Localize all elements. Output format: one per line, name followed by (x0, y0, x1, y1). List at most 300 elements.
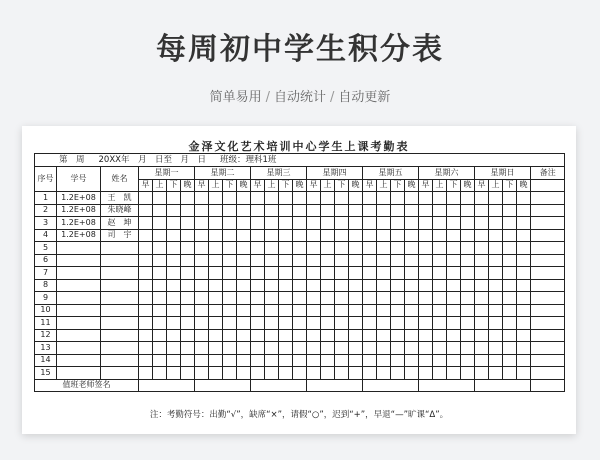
row-student-id[interactable] (57, 342, 101, 355)
attendance-cell[interactable] (461, 317, 475, 330)
attendance-cell[interactable] (447, 329, 461, 342)
attendance-cell[interactable] (279, 229, 293, 242)
attendance-cell[interactable] (363, 342, 377, 355)
attendance-cell[interactable] (307, 204, 321, 217)
attendance-cell[interactable] (447, 304, 461, 317)
attendance-cell[interactable] (139, 342, 153, 355)
attendance-cell[interactable] (363, 229, 377, 242)
attendance-cell[interactable] (223, 192, 237, 205)
attendance-cell[interactable] (167, 267, 181, 280)
attendance-cell[interactable] (503, 367, 517, 380)
attendance-cell[interactable] (377, 329, 391, 342)
attendance-cell[interactable] (531, 229, 565, 242)
attendance-cell[interactable] (405, 204, 419, 217)
attendance-cell[interactable] (489, 229, 503, 242)
attendance-cell[interactable] (153, 242, 167, 255)
attendance-cell[interactable] (139, 317, 153, 330)
attendance-cell[interactable] (181, 267, 195, 280)
attendance-cell[interactable] (139, 192, 153, 205)
attendance-cell[interactable] (349, 279, 363, 292)
attendance-cell[interactable] (279, 254, 293, 267)
attendance-cell[interactable] (489, 304, 503, 317)
attendance-cell[interactable] (321, 354, 335, 367)
attendance-cell[interactable] (223, 304, 237, 317)
attendance-cell[interactable] (153, 192, 167, 205)
attendance-cell[interactable] (489, 267, 503, 280)
attendance-cell[interactable] (503, 354, 517, 367)
attendance-cell[interactable] (279, 317, 293, 330)
attendance-cell[interactable] (377, 354, 391, 367)
attendance-cell[interactable] (335, 292, 349, 305)
attendance-cell[interactable] (181, 292, 195, 305)
attendance-cell[interactable] (447, 367, 461, 380)
attendance-cell[interactable] (209, 304, 223, 317)
attendance-cell[interactable] (503, 254, 517, 267)
attendance-cell[interactable] (363, 354, 377, 367)
attendance-cell[interactable] (447, 354, 461, 367)
attendance-cell[interactable] (209, 279, 223, 292)
attendance-cell[interactable] (279, 367, 293, 380)
attendance-cell[interactable] (279, 217, 293, 230)
attendance-cell[interactable] (153, 267, 167, 280)
attendance-cell[interactable] (321, 254, 335, 267)
attendance-cell[interactable] (167, 292, 181, 305)
attendance-cell[interactable] (181, 279, 195, 292)
attendance-cell[interactable] (433, 254, 447, 267)
attendance-cell[interactable] (153, 204, 167, 217)
attendance-cell[interactable] (461, 329, 475, 342)
attendance-cell[interactable] (447, 204, 461, 217)
attendance-cell[interactable] (391, 342, 405, 355)
attendance-cell[interactable] (209, 217, 223, 230)
attendance-cell[interactable] (307, 329, 321, 342)
attendance-cell[interactable] (363, 279, 377, 292)
attendance-cell[interactable] (321, 267, 335, 280)
attendance-cell[interactable] (461, 242, 475, 255)
attendance-cell[interactable] (139, 329, 153, 342)
attendance-cell[interactable] (139, 304, 153, 317)
attendance-cell[interactable] (279, 354, 293, 367)
attendance-cell[interactable] (517, 254, 531, 267)
attendance-cell[interactable] (419, 317, 433, 330)
attendance-cell[interactable] (503, 292, 517, 305)
attendance-cell[interactable] (293, 342, 307, 355)
row-name[interactable] (101, 242, 139, 255)
attendance-cell[interactable] (461, 254, 475, 267)
attendance-cell[interactable] (517, 354, 531, 367)
attendance-cell[interactable] (377, 279, 391, 292)
attendance-cell[interactable] (433, 304, 447, 317)
attendance-cell[interactable] (167, 254, 181, 267)
attendance-cell[interactable] (167, 317, 181, 330)
attendance-cell[interactable] (349, 242, 363, 255)
attendance-cell[interactable] (377, 317, 391, 330)
attendance-cell[interactable] (321, 292, 335, 305)
attendance-cell[interactable] (293, 204, 307, 217)
row-student-id[interactable] (57, 354, 101, 367)
row-name[interactable] (101, 342, 139, 355)
attendance-cell[interactable] (335, 192, 349, 205)
attendance-cell[interactable] (419, 267, 433, 280)
attendance-cell[interactable] (209, 229, 223, 242)
attendance-cell[interactable] (461, 354, 475, 367)
attendance-cell[interactable] (321, 279, 335, 292)
attendance-cell[interactable] (531, 329, 565, 342)
attendance-cell[interactable] (349, 217, 363, 230)
attendance-cell[interactable] (391, 329, 405, 342)
attendance-cell[interactable] (321, 192, 335, 205)
attendance-cell[interactable] (139, 217, 153, 230)
attendance-cell[interactable] (433, 267, 447, 280)
attendance-cell[interactable] (237, 242, 251, 255)
attendance-cell[interactable] (377, 267, 391, 280)
attendance-cell[interactable] (419, 242, 433, 255)
attendance-cell[interactable] (517, 329, 531, 342)
attendance-cell[interactable] (531, 317, 565, 330)
attendance-cell[interactable] (195, 317, 209, 330)
attendance-cell[interactable] (293, 217, 307, 230)
attendance-cell[interactable] (321, 304, 335, 317)
attendance-cell[interactable] (475, 317, 489, 330)
signature-cell[interactable] (195, 379, 251, 392)
attendance-cell[interactable] (237, 292, 251, 305)
attendance-cell[interactable] (363, 254, 377, 267)
attendance-cell[interactable] (321, 367, 335, 380)
attendance-cell[interactable] (293, 267, 307, 280)
attendance-cell[interactable] (139, 292, 153, 305)
attendance-cell[interactable] (223, 204, 237, 217)
attendance-cell[interactable] (153, 304, 167, 317)
attendance-cell[interactable] (265, 192, 279, 205)
attendance-cell[interactable] (153, 217, 167, 230)
attendance-cell[interactable] (209, 329, 223, 342)
attendance-cell[interactable] (391, 279, 405, 292)
attendance-cell[interactable] (489, 192, 503, 205)
attendance-cell[interactable] (405, 329, 419, 342)
attendance-cell[interactable] (265, 279, 279, 292)
attendance-cell[interactable] (321, 242, 335, 255)
signature-cell[interactable] (139, 379, 195, 392)
attendance-cell[interactable] (489, 342, 503, 355)
attendance-cell[interactable] (419, 204, 433, 217)
attendance-cell[interactable] (209, 292, 223, 305)
attendance-cell[interactable] (447, 254, 461, 267)
attendance-cell[interactable] (391, 354, 405, 367)
row-student-id[interactable]: 1.2E+08 (57, 217, 101, 230)
attendance-cell[interactable] (223, 217, 237, 230)
attendance-cell[interactable] (349, 292, 363, 305)
attendance-cell[interactable] (167, 329, 181, 342)
attendance-cell[interactable] (167, 354, 181, 367)
attendance-cell[interactable] (139, 279, 153, 292)
attendance-cell[interactable] (237, 279, 251, 292)
attendance-cell[interactable] (405, 192, 419, 205)
attendance-cell[interactable] (153, 254, 167, 267)
attendance-cell[interactable] (391, 267, 405, 280)
attendance-cell[interactable] (377, 204, 391, 217)
attendance-cell[interactable] (139, 267, 153, 280)
attendance-cell[interactable] (181, 354, 195, 367)
attendance-cell[interactable] (153, 367, 167, 380)
attendance-cell[interactable] (531, 304, 565, 317)
attendance-cell[interactable] (461, 217, 475, 230)
attendance-cell[interactable] (321, 317, 335, 330)
attendance-cell[interactable] (195, 192, 209, 205)
attendance-cell[interactable] (461, 304, 475, 317)
attendance-cell[interactable] (433, 329, 447, 342)
attendance-cell[interactable] (419, 254, 433, 267)
attendance-cell[interactable] (153, 229, 167, 242)
attendance-cell[interactable] (293, 304, 307, 317)
attendance-cell[interactable] (531, 254, 565, 267)
attendance-cell[interactable] (517, 204, 531, 217)
row-name[interactable]: 王 凯 (101, 192, 139, 205)
attendance-cell[interactable] (447, 267, 461, 280)
attendance-cell[interactable] (503, 279, 517, 292)
attendance-cell[interactable] (405, 217, 419, 230)
attendance-cell[interactable] (349, 267, 363, 280)
attendance-cell[interactable] (489, 254, 503, 267)
attendance-cell[interactable] (181, 304, 195, 317)
attendance-cell[interactable] (377, 304, 391, 317)
attendance-cell[interactable] (251, 354, 265, 367)
attendance-cell[interactable] (405, 354, 419, 367)
attendance-cell[interactable] (265, 292, 279, 305)
attendance-cell[interactable] (335, 204, 349, 217)
attendance-cell[interactable] (209, 204, 223, 217)
attendance-cell[interactable] (307, 292, 321, 305)
attendance-cell[interactable] (223, 354, 237, 367)
row-name[interactable] (101, 367, 139, 380)
attendance-cell[interactable] (363, 217, 377, 230)
attendance-cell[interactable] (377, 342, 391, 355)
attendance-cell[interactable] (167, 217, 181, 230)
attendance-cell[interactable] (349, 317, 363, 330)
attendance-cell[interactable] (405, 267, 419, 280)
attendance-cell[interactable] (279, 329, 293, 342)
attendance-cell[interactable] (237, 317, 251, 330)
attendance-cell[interactable] (517, 192, 531, 205)
attendance-cell[interactable] (293, 254, 307, 267)
attendance-cell[interactable] (363, 242, 377, 255)
attendance-cell[interactable] (377, 292, 391, 305)
row-name[interactable] (101, 279, 139, 292)
attendance-cell[interactable] (335, 279, 349, 292)
attendance-cell[interactable] (391, 367, 405, 380)
attendance-cell[interactable] (167, 192, 181, 205)
attendance-cell[interactable] (307, 267, 321, 280)
attendance-cell[interactable] (503, 217, 517, 230)
attendance-cell[interactable] (475, 192, 489, 205)
attendance-cell[interactable] (363, 267, 377, 280)
attendance-cell[interactable] (419, 329, 433, 342)
attendance-cell[interactable] (489, 329, 503, 342)
attendance-cell[interactable] (209, 254, 223, 267)
attendance-cell[interactable] (265, 229, 279, 242)
attendance-cell[interactable] (251, 217, 265, 230)
attendance-cell[interactable] (251, 254, 265, 267)
attendance-cell[interactable] (167, 279, 181, 292)
attendance-cell[interactable] (391, 304, 405, 317)
attendance-cell[interactable] (307, 254, 321, 267)
attendance-cell[interactable] (139, 367, 153, 380)
attendance-cell[interactable] (153, 292, 167, 305)
attendance-cell[interactable] (293, 279, 307, 292)
attendance-cell[interactable] (489, 217, 503, 230)
attendance-cell[interactable] (195, 329, 209, 342)
attendance-cell[interactable] (503, 242, 517, 255)
attendance-cell[interactable] (265, 329, 279, 342)
attendance-cell[interactable] (251, 242, 265, 255)
attendance-cell[interactable] (265, 242, 279, 255)
attendance-cell[interactable] (391, 317, 405, 330)
attendance-cell[interactable] (391, 254, 405, 267)
attendance-cell[interactable] (517, 279, 531, 292)
attendance-cell[interactable] (475, 279, 489, 292)
row-name[interactable]: 朱晓峰 (101, 204, 139, 217)
attendance-cell[interactable] (419, 279, 433, 292)
attendance-cell[interactable] (293, 354, 307, 367)
attendance-cell[interactable] (265, 367, 279, 380)
attendance-cell[interactable] (517, 217, 531, 230)
attendance-cell[interactable] (419, 342, 433, 355)
attendance-cell[interactable] (363, 304, 377, 317)
attendance-cell[interactable] (517, 229, 531, 242)
attendance-cell[interactable] (391, 204, 405, 217)
attendance-cell[interactable] (293, 229, 307, 242)
attendance-cell[interactable] (405, 317, 419, 330)
attendance-cell[interactable] (307, 342, 321, 355)
attendance-cell[interactable] (405, 367, 419, 380)
attendance-cell[interactable] (531, 279, 565, 292)
attendance-cell[interactable] (279, 192, 293, 205)
attendance-cell[interactable] (349, 304, 363, 317)
attendance-cell[interactable] (531, 217, 565, 230)
attendance-cell[interactable] (531, 354, 565, 367)
attendance-cell[interactable] (461, 367, 475, 380)
attendance-cell[interactable] (139, 354, 153, 367)
attendance-cell[interactable] (433, 217, 447, 230)
attendance-cell[interactable] (475, 217, 489, 230)
attendance-cell[interactable] (349, 354, 363, 367)
attendance-cell[interactable] (237, 267, 251, 280)
attendance-cell[interactable] (307, 192, 321, 205)
attendance-cell[interactable] (489, 279, 503, 292)
attendance-cell[interactable] (405, 292, 419, 305)
attendance-cell[interactable] (265, 267, 279, 280)
attendance-cell[interactable] (293, 242, 307, 255)
attendance-cell[interactable] (433, 342, 447, 355)
attendance-cell[interactable] (195, 204, 209, 217)
row-name[interactable] (101, 329, 139, 342)
attendance-cell[interactable] (153, 354, 167, 367)
attendance-cell[interactable] (223, 279, 237, 292)
attendance-cell[interactable] (167, 367, 181, 380)
attendance-cell[interactable] (419, 229, 433, 242)
attendance-cell[interactable] (419, 192, 433, 205)
attendance-cell[interactable] (223, 254, 237, 267)
row-student-id[interactable]: 1.2E+08 (57, 192, 101, 205)
attendance-cell[interactable] (461, 342, 475, 355)
attendance-cell[interactable] (475, 329, 489, 342)
attendance-cell[interactable] (475, 342, 489, 355)
attendance-cell[interactable] (237, 192, 251, 205)
attendance-cell[interactable] (517, 267, 531, 280)
row-student-id[interactable] (57, 267, 101, 280)
attendance-cell[interactable] (251, 292, 265, 305)
attendance-cell[interactable] (195, 254, 209, 267)
attendance-cell[interactable] (223, 329, 237, 342)
attendance-cell[interactable] (377, 367, 391, 380)
attendance-cell[interactable] (209, 267, 223, 280)
attendance-cell[interactable] (349, 204, 363, 217)
attendance-cell[interactable] (265, 304, 279, 317)
attendance-cell[interactable] (391, 242, 405, 255)
attendance-cell[interactable] (433, 354, 447, 367)
attendance-cell[interactable] (321, 217, 335, 230)
row-name[interactable]: 赵 坤 (101, 217, 139, 230)
row-name[interactable] (101, 304, 139, 317)
attendance-cell[interactable] (503, 229, 517, 242)
row-name[interactable] (101, 317, 139, 330)
attendance-cell[interactable] (293, 292, 307, 305)
attendance-cell[interactable] (475, 267, 489, 280)
attendance-cell[interactable] (461, 192, 475, 205)
attendance-cell[interactable] (181, 342, 195, 355)
attendance-cell[interactable] (503, 267, 517, 280)
attendance-cell[interactable] (461, 204, 475, 217)
attendance-cell[interactable] (391, 229, 405, 242)
attendance-cell[interactable] (335, 342, 349, 355)
attendance-cell[interactable] (475, 292, 489, 305)
attendance-cell[interactable] (307, 354, 321, 367)
attendance-cell[interactable] (363, 192, 377, 205)
attendance-cell[interactable] (265, 354, 279, 367)
attendance-cell[interactable] (251, 329, 265, 342)
attendance-cell[interactable] (377, 254, 391, 267)
attendance-cell[interactable] (447, 242, 461, 255)
attendance-cell[interactable] (335, 354, 349, 367)
attendance-cell[interactable] (209, 192, 223, 205)
attendance-cell[interactable] (489, 242, 503, 255)
attendance-cell[interactable] (195, 279, 209, 292)
attendance-cell[interactable] (475, 229, 489, 242)
attendance-cell[interactable] (349, 229, 363, 242)
row-student-id[interactable] (57, 254, 101, 267)
attendance-cell[interactable] (335, 242, 349, 255)
attendance-cell[interactable] (209, 342, 223, 355)
attendance-cell[interactable] (447, 279, 461, 292)
row-student-id[interactable] (57, 279, 101, 292)
attendance-cell[interactable] (475, 242, 489, 255)
attendance-cell[interactable] (139, 229, 153, 242)
attendance-cell[interactable] (139, 254, 153, 267)
attendance-cell[interactable] (517, 367, 531, 380)
attendance-cell[interactable] (167, 204, 181, 217)
row-name[interactable] (101, 292, 139, 305)
attendance-cell[interactable] (377, 229, 391, 242)
attendance-cell[interactable] (517, 304, 531, 317)
attendance-cell[interactable] (433, 279, 447, 292)
attendance-cell[interactable] (321, 329, 335, 342)
attendance-cell[interactable] (153, 317, 167, 330)
attendance-cell[interactable] (265, 217, 279, 230)
attendance-cell[interactable] (265, 317, 279, 330)
attendance-cell[interactable] (503, 304, 517, 317)
attendance-cell[interactable] (335, 254, 349, 267)
attendance-cell[interactable] (153, 342, 167, 355)
attendance-cell[interactable] (223, 229, 237, 242)
